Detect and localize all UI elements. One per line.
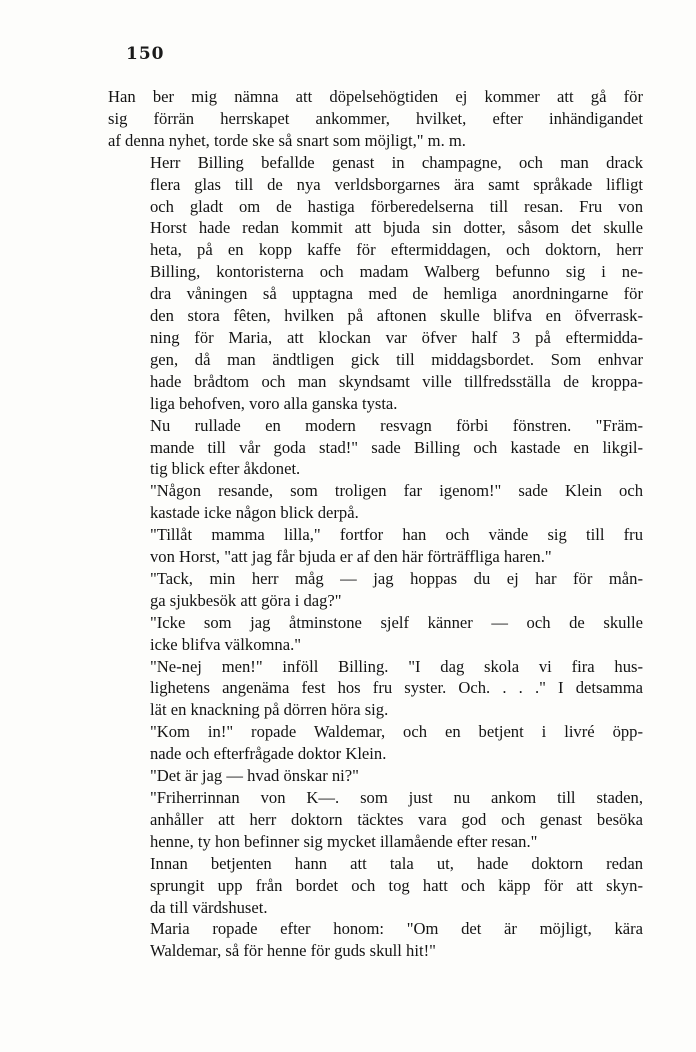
text-line: hade brådtom och man skyndsamt ville tillfredsställa de kroppa- [150,371,643,391]
text-line: gen, då man ändtligen gick till middagsbordet. Som enhvar [150,349,643,369]
text-line: sprungit upp från bordet och tog hatt och käpp för att skyn- [150,875,643,895]
paragraph [108,612,643,656]
text-line: den stora fêten, hvilken på aftonen skulle blifva en öfverrask- [150,306,643,326]
text-line: lighetens angenäma fest hos fru syster. Och. . . ." I detsamma [150,678,643,698]
text-line: "Ne-nej men!" inföll Billing. "I dag skola vi fira hus- [150,656,643,676]
text-line: lät en knackning på dörren höra sig. [150,700,389,720]
text-line: Waldemar, så för henne för guds skull hit!" [150,941,436,961]
text-line: ga sjukbesök att göra i dag?" [150,590,342,610]
text-line: Horst hade redan kommit att bjuda sin dotter, såsom det skulle [150,218,643,238]
text-line: Herr Billing befallde genast in champagne, och man drack [150,152,643,172]
text-line: "Tillåt mamma lilla," fortfor han och vände sig till fru [150,525,643,545]
text-line: "Kom in!" ropade Waldemar, och en betjent i livré öpp- [150,722,643,742]
text-line: af denna nyhet, torde ske så snart som möjligt," m. m. [108,130,466,150]
text-line: "Det är jag — hvad önskar ni?" [150,766,359,786]
paragraph [108,918,643,962]
text-line: "Någon resande, som troligen far igenom!" sade Klein och [150,481,643,501]
paragraph [108,853,643,919]
text-line: Innan betjenten hann att tala ut, hade doktorn redan [150,853,643,873]
paragraph [108,787,643,853]
page-number: 150 [126,44,165,64]
text-line: Billing, kontoristerna och madam Walberg befunno sig i ne- [150,262,643,282]
paragraph [108,568,643,612]
text-line: "Tack, min herr måg — jag hoppas du ej har för mån- [150,568,643,588]
paragraph [108,86,643,152]
text-line: ning för Maria, att klockan var öfver half 3 på eftermidda- [150,327,643,347]
paragraph [108,524,643,568]
text-line: mande till vår goda stad!" sade Billing och kastade en likgil- [150,437,643,457]
paragraph [108,721,643,765]
text-line: nade och efterfrågade doktor Klein. [150,744,387,764]
text-line: flera glas till de nya verldsborgarnes ära samt språkade lifligt [150,174,643,194]
text-line: anhåller att herr doktorn täcktes vara god och genast besöka [150,809,643,829]
paragraph [108,765,643,787]
text-line: "Friherrinnan von K—. som just nu ankom till staden, [150,788,643,807]
paragraph [108,415,643,481]
text-line: Han ber mig nämna att döpelsehögtiden ej kommer att gå för [108,87,643,106]
text-line: kastade icke någon blick derpå. [150,503,359,523]
text-line: henne, ty hon befinner sig mycket illamående efter resan." [150,831,538,851]
text-line: icke blifva välkomna." [150,634,301,654]
text-line: och gladt om de hastiga förberedelserna till resan. Fru von [150,196,643,216]
text-line: dra våningen så upptagna med de hemliga anordningarne för [150,284,643,304]
body-text [108,86,643,962]
text-line: liga behofven, voro alla ganska tysta. [150,393,398,413]
text-line: da till värdshuset. [150,897,268,917]
text-line: Maria ropade efter honom: "Om det är möjligt, kära [150,919,643,939]
text-line: "Icke som jag åtminstone sjelf känner — och de skulle [150,612,643,632]
text-line: sig förrän herrskapet ankommer, hvilket, efter inhändigandet [108,108,643,128]
paragraph [108,152,643,415]
paragraph [108,656,643,722]
text-line: von Horst, "att jag får bjuda er af den här förträffliga haren." [150,547,552,567]
text-line: heta, på en kopp kaffe för eftermiddagen, och doktorn, herr [150,240,643,260]
text-line: Nu rullade en modern resvagn förbi fönstren. "Främ- [150,415,643,435]
paragraph [108,480,643,524]
text-line: tig blick efter åkdonet. [150,459,301,479]
